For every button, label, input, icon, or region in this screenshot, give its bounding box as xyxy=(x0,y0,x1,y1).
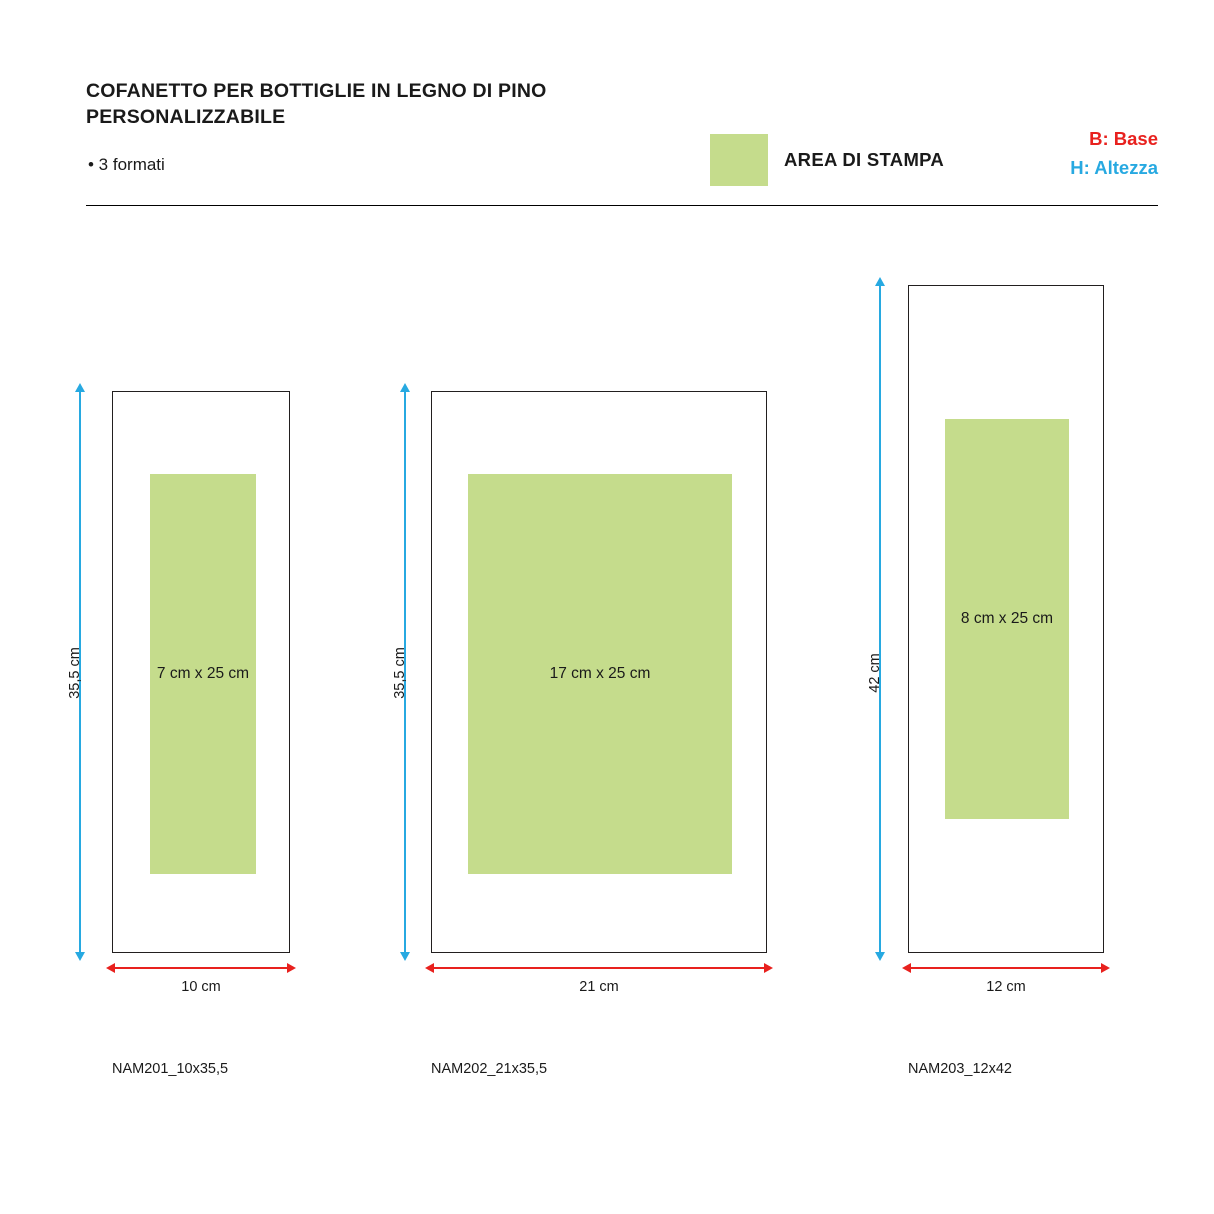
base-arrow-2 xyxy=(433,967,765,995)
title-line-1: COFANETTO PER BOTTIGLIE IN LEGNO DI PINO xyxy=(86,80,547,102)
page-title xyxy=(86,78,706,130)
subtitle-formats: • 3 formati xyxy=(88,155,165,174)
legend-base-label: B: Base xyxy=(1089,128,1158,149)
print-area-size-2: 17 cm x 25 cm xyxy=(549,665,651,682)
height-arrow-3 xyxy=(879,285,881,953)
print-area-2 xyxy=(468,474,732,874)
legend-height-label: H: Altezza xyxy=(1070,157,1158,178)
height-label-2: 35,5 cm xyxy=(392,647,408,699)
base-arrow-1 xyxy=(114,967,288,995)
print-area-legend-label: AREA DI STAMPA xyxy=(784,149,945,170)
base-label-2: 21 cm xyxy=(579,979,619,995)
base-arrow-3 xyxy=(910,967,1102,995)
print-area-swatch xyxy=(710,134,768,186)
figure-code-1: NAM201_10x35,5 xyxy=(112,1061,229,1077)
base-label-1: 10 cm xyxy=(181,979,221,995)
figure-code-3: NAM203_12x42 xyxy=(908,1061,1012,1077)
header-divider xyxy=(86,205,1158,206)
box-outline-3 xyxy=(908,285,1104,953)
title-line-2: PERSONALIZZABILE xyxy=(86,106,286,128)
print-area-size-3: 8 cm x 25 cm xyxy=(960,610,1054,627)
header xyxy=(0,0,1214,205)
print-area-3 xyxy=(945,419,1069,819)
box-outline-1 xyxy=(112,391,290,953)
base-label-3: 12 cm xyxy=(986,979,1026,995)
height-label-3: 42 cm xyxy=(867,653,883,693)
figure-code-2: NAM202_21x35,5 xyxy=(431,1061,548,1077)
height-label-1: 35,5 cm xyxy=(67,647,83,699)
print-area-1 xyxy=(150,474,256,874)
print-area-size-1: 7 cm x 25 cm xyxy=(156,665,250,682)
box-outline-2 xyxy=(431,391,767,953)
